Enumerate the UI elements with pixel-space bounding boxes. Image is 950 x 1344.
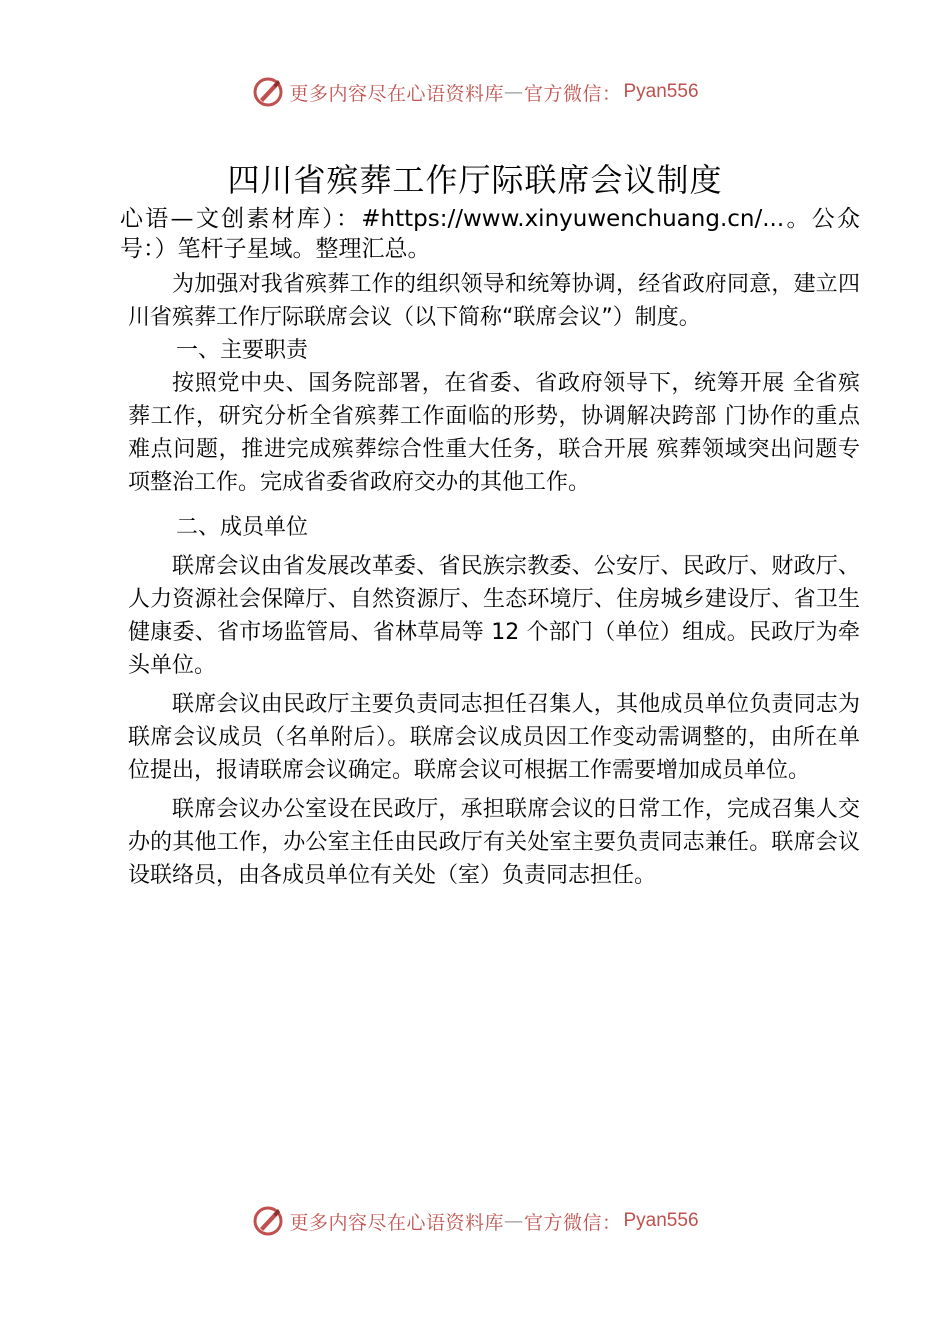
- convener-paragraph: 联席会议由民政厅主要负责同志担任召集人，其他成员单位负责同志为联席会议成员（名单附后）。联席会议成员因工作变动需调整的，由所在单位提出，报请联席会议确定。联席会议可根据工作需要增加成员单位。: [128, 692, 860, 783]
- banner-separator: —: [503, 81, 524, 103]
- banner-label: 官方微信：: [523, 1211, 622, 1234]
- footer-watermark-banner: [0, 1201, 950, 1241]
- duties-paragraph: 按照党中央、国务院部署，在省委、省政府领导下，统筹开展 全省殡葬工作，研究分析全省殡葬工作面临的形势，协调解决跨部 门协作的重点难点问题，推进完成殡葬综合性重大任务，联合开展 殡葬领域突出问题专项整治工作。完成省委省政府交办的其他工作。: [128, 371, 860, 495]
- document-title: 四川省殡葬工作厅际联席会议制度: [227, 161, 723, 199]
- section-heading-duties: 一、主要职责: [176, 338, 309, 363]
- intro-paragraph: 为加强对我省殡葬工作的组织领导和统筹协调，经省政府同意，建立四川省殡葬工作厅际联席会议（以下简称“联席会议”）制度。: [128, 272, 860, 330]
- brush-pen-logo-icon: [251, 1204, 285, 1238]
- banner-label: 官方微信：: [523, 82, 622, 105]
- banner-promo-text: 更多内容尽在心语资料库: [289, 1211, 504, 1234]
- banner-separator: —: [503, 1210, 524, 1232]
- header-watermark-banner: [0, 72, 950, 112]
- banner-account: Pyan556: [623, 81, 699, 102]
- brush-pen-logo-icon: [251, 75, 285, 109]
- office-paragraph: 联席会议办公室设在民政厅，承担联席会议的日常工作，完成召集人交办的其他工作，办公室主任由民政厅有关处室主要负责同志兼任。联席会议设联络员，由各成员单位有关处（室）负责同志担任。: [128, 797, 860, 888]
- source-note: 心语—文创素材库）：#https://www.xinyuwenchuang.cn/...。公众号：）笔杆子星域。整理汇总。: [120, 206, 860, 262]
- document-body: [120, 204, 860, 892]
- members-paragraph: 联席会议由省发展改革委、省民族宗教委、公安厅、民政厅、财政厅、人力资源社会保障厅、自然资源厅、生态环境厅、住房城乡建设厅、省卫生健康委、省市场监管局、省林草局等 12 个部门（单位）组成。民政厅为牵头单位。: [128, 554, 860, 678]
- banner-account: Pyan556: [623, 1210, 699, 1231]
- section-heading-members: 二、成员单位: [176, 515, 309, 540]
- banner-promo-text: 更多内容尽在心语资料库: [289, 82, 504, 105]
